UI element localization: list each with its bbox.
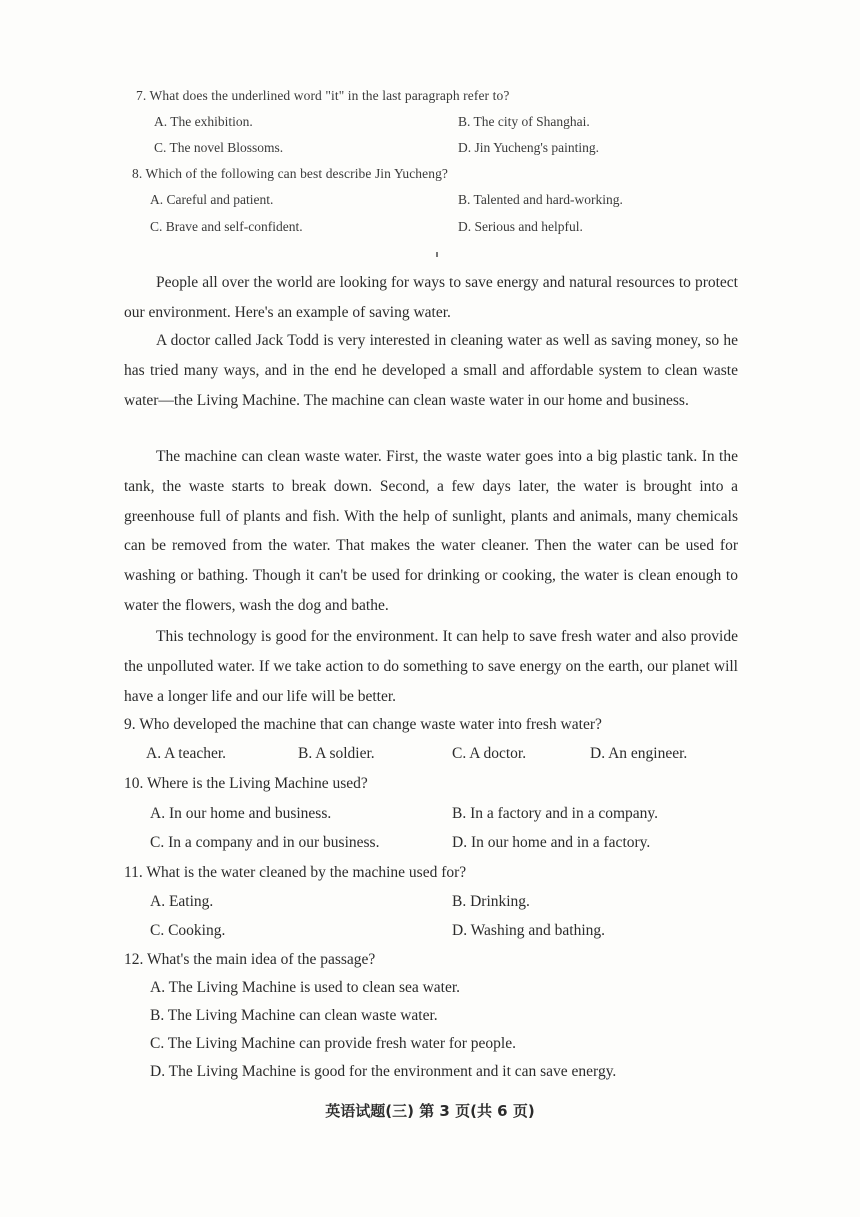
- page-footer: 英语试题(三) 第 3 页(共 6 页): [325, 1102, 535, 1120]
- question-9-option-a: A. A teacher.: [146, 745, 227, 762]
- question-12-option-d: D. The Living Machine is good for the environment and it can save energy.: [150, 1063, 617, 1080]
- question-7-option-a: A. The exhibition.: [154, 114, 253, 129]
- question-11-option-a: A. Eating.: [150, 893, 214, 910]
- passage-paragraph-2: [124, 326, 738, 415]
- question-10-option-d: D. In our home and in a factory.: [452, 834, 651, 851]
- question-9-option-b: B. A soldier.: [298, 745, 375, 762]
- passage-paragraph-1: [124, 268, 738, 328]
- question-7-option-c: C. The novel Blossoms.: [154, 140, 284, 155]
- question-11-option-d: D. Washing and bathing.: [452, 922, 606, 939]
- question-8-option-d: D. Serious and helpful.: [458, 219, 583, 234]
- passage-paragraph-4-text: This technology is good for the environment. It can help to save fresh water and also provide the unpolluted water. If we take action to do something to save energy on the earth, our planet will have a longer life and our life will be better.: [124, 628, 738, 705]
- question-7-option-b: B. The city of Shanghai.: [458, 114, 590, 129]
- question-10-option-a: A. In our home and business.: [150, 805, 332, 822]
- question-11-option-c: C. Cooking.: [150, 922, 226, 939]
- question-10-stem: 10. Where is the Living Machine used?: [124, 775, 368, 792]
- question-12-stem: 12. What's the main idea of the passage?: [124, 951, 376, 968]
- question-9-option-c: C. A doctor.: [452, 745, 527, 762]
- question-8-option-a: A. Careful and patient.: [150, 192, 274, 207]
- question-8-option-b: B. Talented and hard-working.: [458, 192, 623, 207]
- question-10-option-b: B. In a factory and in a company.: [452, 805, 659, 822]
- question-8-option-c: C. Brave and self-confident.: [150, 219, 303, 234]
- question-12-option-b: B. The Living Machine can clean waste water.: [150, 1007, 438, 1024]
- passage-paragraph-4: [124, 622, 738, 711]
- question-12-option-c: C. The Living Machine can provide fresh water for people.: [150, 1035, 516, 1052]
- question-8-stem: 8. Which of the following can best describe Jin Yucheng?: [132, 166, 449, 181]
- question-11-stem: 11. What is the water cleaned by the machine used for?: [124, 864, 467, 881]
- passage-paragraph-3: [124, 442, 738, 621]
- question-7-option-d: D. Jin Yucheng's painting.: [458, 140, 600, 155]
- question-11-option-b: B. Drinking.: [452, 893, 530, 910]
- question-10-option-c: C. In a company and in our business.: [150, 834, 380, 851]
- scan-mark: [436, 252, 438, 257]
- question-9-stem: 9. Who developed the machine that can change waste water into fresh water?: [124, 716, 602, 733]
- question-7-stem: 7. What does the underlined word "it" in the last paragraph refer to?: [136, 88, 510, 103]
- passage-paragraph-2-text: A doctor called Jack Todd is very interested in cleaning water as well as saving money, so he has tried many ways, and in the end he developed a small and affordable system to clean waste water—the Living Machine. The machine can clean waste water in our home and business.: [124, 332, 738, 409]
- passage-paragraph-3-text: The machine can clean waste water. First, the waste water goes into a big plastic tank. In the tank, the waste starts to break down. Second, a few days later, the water is brought into a greenhouse full of plants and fish. With the help of sunlight, plants and animals, many chemicals can be removed from the water. That makes the water cleaner. Then the water can be used for washing or bathing. Though it can't be used for drinking or cooking, the water is clean enough to water the flowers, wash the dog and bathe.: [124, 448, 738, 614]
- passage-paragraph-1-text: People all over the world are looking for ways to save energy and natural resources to protect our environment. Here's an example of saving water.: [124, 274, 738, 321]
- question-9-option-d: D. An engineer.: [590, 745, 688, 762]
- question-12-option-a: A. The Living Machine is used to clean sea water.: [150, 979, 461, 996]
